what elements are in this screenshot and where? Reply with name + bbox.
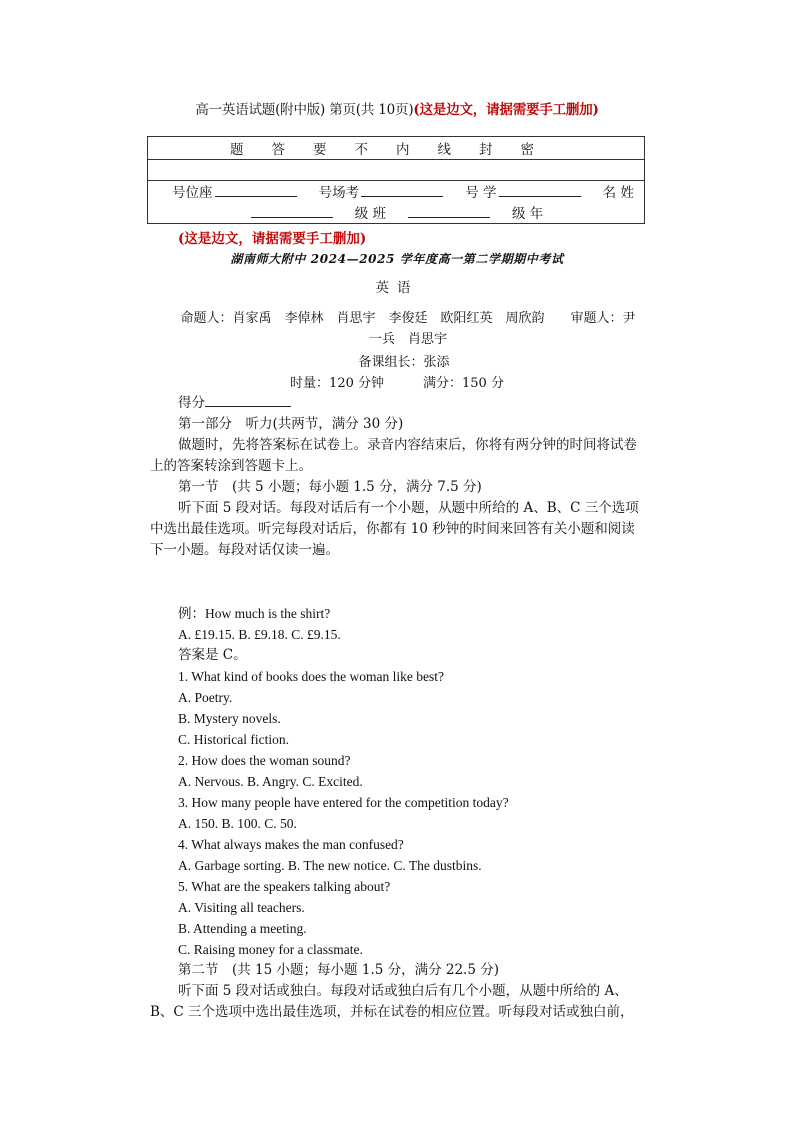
exam-content	[150, 392, 646, 1023]
class-label: 级 班	[354, 206, 386, 222]
seal-info-line-2	[148, 202, 644, 223]
question-line: A. Poetry.	[178, 690, 233, 705]
header-note: (这是边文，请据需要手工删加)	[413, 102, 599, 118]
class-blank[interactable]	[251, 203, 333, 218]
seal-row-1: 题答要不内线封密	[148, 137, 645, 160]
section2-intro: 听下面 5 段对话或独白。每段对话或独白后有几个小题，从题中所给的 A、B、C 三个选项中选出最佳选项，并标在试卷的相应位置。听每段对话或独白前，	[150, 983, 634, 1020]
question-line: 3. How many people have entered for the competition today?	[178, 795, 509, 810]
student-id-label: 号 学	[465, 185, 497, 201]
question-line: A. Garbage sorting. B. The new notice. C. The dustbins.	[178, 858, 482, 873]
question-line: B. Mystery novels.	[178, 711, 281, 726]
question-line: 4. What always makes the man confused?	[178, 837, 404, 852]
seal-info-line-1	[148, 181, 644, 202]
score-label: 得分	[178, 395, 205, 411]
question-line: A. Nervous. B. Angry. C. Excited.	[178, 774, 363, 789]
part1-intro: 做题时，先将答案标在试卷上。录音内容结束后，你将有两分钟的时间将试卷上的答案转涂到答题卡上。	[150, 437, 637, 474]
authors: 命题人：肖家禹 李倬林 肖思宇 李俊廷 欧阳红英 周欣韵 审题人：尹一兵 肖思宇	[180, 311, 636, 347]
page-header	[0, 98, 794, 118]
group-leader: 备课组长：张添	[358, 355, 450, 370]
room-blank[interactable]	[361, 182, 443, 197]
example-options: A. £19.15. B. £9.18. C. £9.15.	[178, 627, 341, 642]
subject-title: 英语	[375, 280, 419, 296]
score-line	[150, 392, 646, 414]
section1-intro: 听下面 5 段对话。每段对话后有一个小题，从题中所给的 A、B、C 三个选项中选出最佳选项。听完每段对话后，你都有 10 秒钟的时间来回答有关小题和阅读下一小题。每段对话仅读一遍。	[150, 500, 639, 558]
time-and-score: 时量：120 分钟 满分：150 分	[290, 376, 504, 391]
question-line: 1. What kind of books does the woman like best?	[178, 669, 444, 684]
school-title: 湖南师大附中 2024—2025 学年度高一第二学期期中考试	[230, 252, 564, 266]
seal-row-3	[148, 181, 645, 224]
example-question: 例：How much is the shirt?	[178, 606, 331, 621]
name-label: 名 姓	[602, 185, 634, 201]
section1-heading: 第一节 (共 5 小题；每小题 1.5 分，满分 7.5 分)	[178, 479, 482, 495]
header-main: 高一英语试题(附中版) 第页(共 10页)	[195, 102, 414, 118]
part1-heading: 第一部分 听力(共两节，满分 30 分)	[178, 416, 404, 432]
question-line: A. 150. B. 100. C. 50.	[178, 816, 297, 831]
seal-table	[147, 136, 645, 224]
question-line: 2. How does the woman sound?	[178, 753, 351, 768]
question-line: A. Visiting all teachers.	[178, 900, 305, 915]
seal-row-2	[148, 160, 645, 181]
spacer	[150, 561, 646, 603]
room-label: 号场考	[318, 185, 360, 201]
score-blank[interactable]	[205, 392, 291, 407]
student-id-blank[interactable]	[499, 182, 581, 197]
margin-note: (这是边文，请据需要手工删加)	[178, 231, 367, 247]
question-line: B. Attending a meeting.	[178, 921, 307, 936]
grade-label: 级 年	[512, 206, 544, 222]
question-line: C. Raising money for a classmate.	[178, 942, 363, 957]
section2-heading: 第二节 (共 15 小题；每小题 1.5 分，满分 22.5 分)	[178, 962, 499, 978]
seat-blank[interactable]	[215, 182, 297, 197]
question-line: C. Historical fiction.	[178, 732, 289, 747]
grade-blank[interactable]	[408, 203, 490, 218]
seat-label: 号位座	[172, 185, 213, 201]
question-line: 5. What are the speakers talking about?	[178, 879, 391, 894]
example-answer: 答案是 C。	[178, 647, 247, 663]
